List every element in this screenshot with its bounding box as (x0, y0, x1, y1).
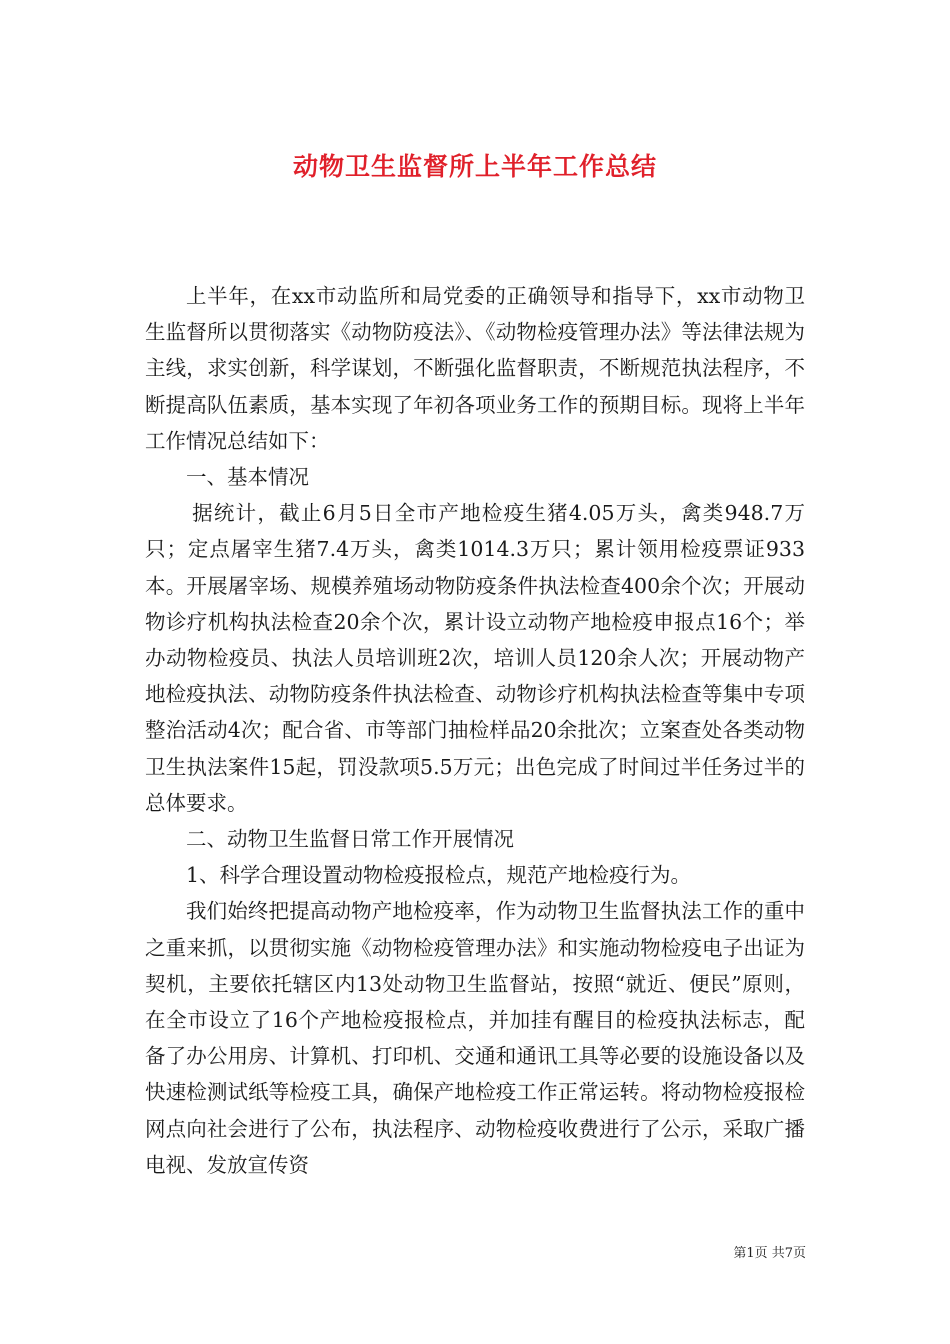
section-heading-basic-situation: 一、基本情况 (186, 465, 309, 490)
intro-paragraph: 上半年，在xx市动监所和局党委的正确领导和指导下，xx市动物卫生监督所以贯彻落实《动物防疫法》、《动物检疫管理办法》等法律法规为主线，求实创新，科学谋划，不断强化监督职责，不断规范执法程序，不断提高队伍素质，基本实现了年初各项业务工作的预期目标。现将上半年工作情况总结如下： (145, 284, 805, 453)
page-title: 动物卫生监督所上半年工作总结 (292, 151, 657, 181)
section-heading-daily-work: 二、动物卫生监督日常工作开展情况 (186, 827, 514, 852)
statistics-paragraph: 据统计，截止6月5日全市产地检疫生猪4.05万头，禽类948.7万只；定点屠宰生猪7.4万头，禽类1014.3万只；累计领用检疫票证933本。开展屠宰场、规模养殖场动物防疫条件执法检查400余个次；开展动物诊疗机构执法检查20余个次，累计设立动物产地检疫申报点16个；举办动物检疫员、执法人员培训班2次，培训人员120余人次；开展动物产地检疫执法、动物防疫条件执法检查、动物诊疗机构执法检查等集中专项整治活动4次；配合省、市等部门抽检样品20余批次；立案查处各类动物卫生执法案件15起，罚没款项5.5万元；出色完成了时间过半任务过半的总体要求。 (145, 501, 805, 815)
subsection-heading-quarantine-points: 1、科学合理设置动物检疫报检点，规范产地检疫行为。 (186, 863, 692, 888)
page-number: 第1页 共7页 (733, 1246, 806, 1261)
quarantine-points-paragraph: 我们始终把提高动物产地检疫率，作为动物卫生监督执法工作的重中之重来抓，以贯彻实施《动物检疫管理办法》和实施动物检疫电子出证为契机，主要依托辖区内13处动物卫生监督站，按照“就近、便民”原则，在全市设立了16个产地检疫报检点，并加挂有醒目的检疫执法标志，配备了办公用房、计算机、打印机、交通和通讯工具等必要的设施设备以及快速检测试纸等检疫工具，确保产地检疫工作正常运转。将动物检疫报检网点向社会进行了公布，执法程序、动物检疫收费进行了公示，采取广播电视、发放宣传资 (145, 899, 805, 1177)
document-body (145, 278, 805, 1183)
